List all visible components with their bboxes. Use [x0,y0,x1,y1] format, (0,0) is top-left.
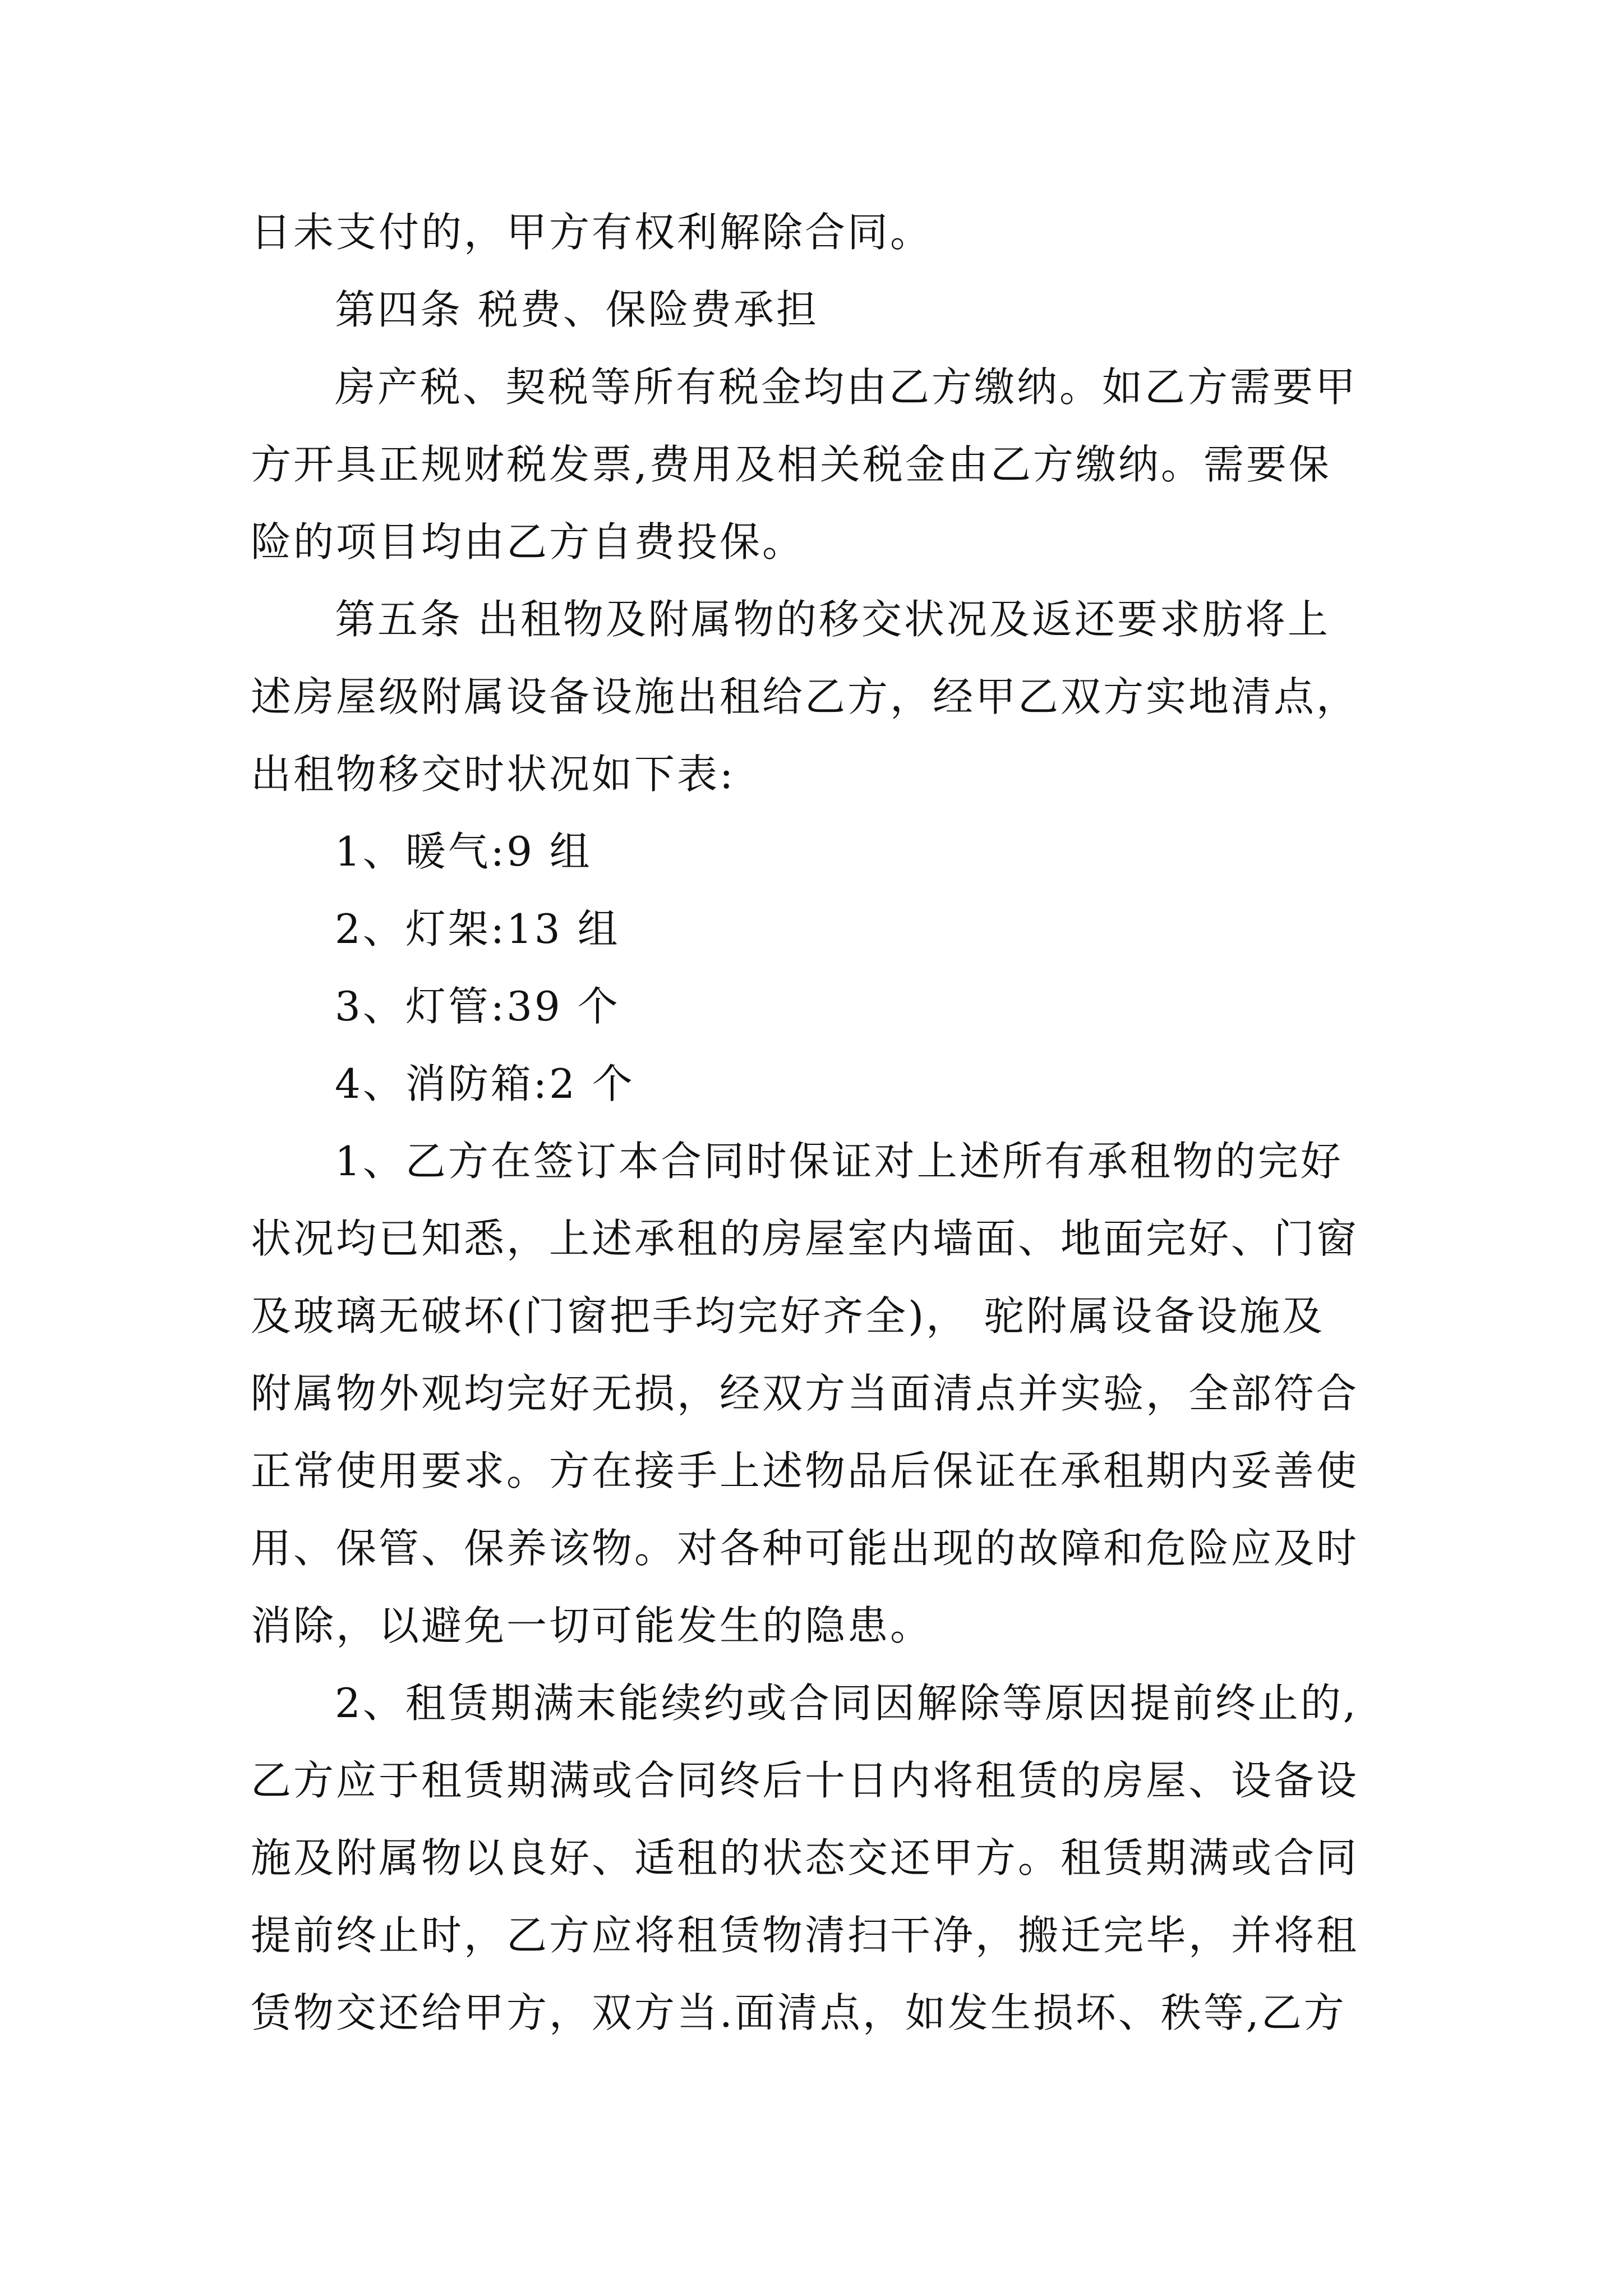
text-line: 述房屋级附属设备设施出租给乙方，经甲乙双方实地清点， [251,673,1359,720]
list-item: 3、灯管:39 个 [335,983,620,1030]
text-line: 状况均已知悉，上述承租的房屋室内墙面、地面完好、门窗 [251,1215,1359,1262]
text-line: 日未支付的，甲方有权利解除合同。 [251,209,933,256]
text-line: 房产税、契税等所有税金均由乙方缴纳。如乙方需要甲 [335,364,1358,411]
text-line: 险的项目均由乙方自费投保。 [251,518,805,565]
section-heading: 第四条 税费、保险费承担 [335,286,819,333]
text-line: 2、租赁期满末能续约或合同因解除等原因提前终止的, [335,1680,1358,1727]
list-item: 2、灯架:13 组 [335,905,620,953]
text-line: 附属物外观均完好无损，经双方当面清点并实验，全部符合 [251,1370,1359,1417]
text-line: 用、保管、保养该物。对各种可能出现的故障和危险应及时 [251,1525,1359,1572]
section-heading: 第五条 出租物及附属物的移交状况及返还要求肪将上 [335,596,1330,643]
text-line: 施及附属物以良好、适租的状态交还甲方。租赁期满或合同 [251,1834,1359,1881]
text-line: 出租物移交时状况如下表: [251,751,736,798]
list-item: 4、消防箱:2 个 [335,1060,635,1107]
text-line: 乙方应于租赁期满或合同终后十日内将租赁的房屋、设备设 [251,1757,1359,1804]
text-line: 方开具正规财税发票,费用及相关税金由乙方缴纳。需要保 [251,441,1331,488]
text-line: 消除，以避免一切可能发生的隐患。 [251,1602,933,1649]
document-body [251,194,1378,2051]
text-line: 赁物交还给甲方，双方当.面清点，如发生损坏、秩等,乙方 [251,1989,1347,2036]
text-line: 及玻璃无破坏(门窗把手均完好齐全)， 驼附属设备设施及 [251,1292,1325,1340]
text-line: 正常使用要求。方在接手上述物品后保证在承租期内妥善使 [251,1447,1359,1494]
list-item: 1、暖气:9 组 [335,828,592,875]
text-line: 1、乙方在签订本合同时保证对上述所有承租物的完好 [335,1138,1343,1185]
text-line: 提前终止时，乙方应将租赁物清扫干净，搬迁完毕，并将租 [251,1912,1359,1959]
